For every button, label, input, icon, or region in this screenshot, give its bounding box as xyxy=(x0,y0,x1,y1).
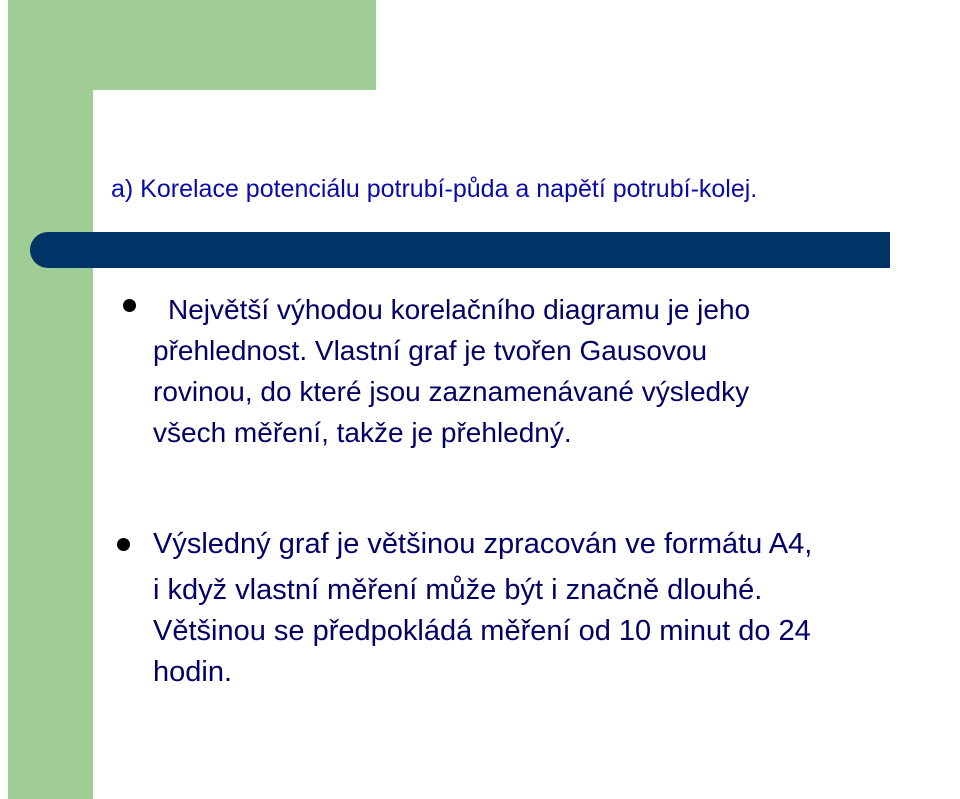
slide-title: a) Korelace potenciálu potrubí-půda a napětí potrubí-kolej. xyxy=(111,175,758,203)
paragraph-line: Největší výhodou korelačního diagramu je jeho xyxy=(168,294,751,325)
decorative-sidebar xyxy=(8,0,93,799)
bullet-paragraph-1 xyxy=(153,289,750,453)
paragraph-line: rovinou, do které jsou zaznamenávané výsledky xyxy=(153,376,750,407)
paragraph-line: Většinou se předpokládá měření od 10 minut do 24 xyxy=(153,615,811,647)
paragraph-line: přehlednost. Vlastní graf je tvořen Gausovou xyxy=(153,335,708,366)
paragraph-line: hodin. xyxy=(153,656,233,688)
paragraph-line: i když vlastní měření může být i značně dlouhé. xyxy=(153,574,763,606)
bullet-dot-icon xyxy=(117,538,130,551)
decorative-rounded-corner xyxy=(93,90,183,180)
bullet-paragraph-2 xyxy=(153,570,811,693)
header-divider-bar xyxy=(30,232,890,268)
paragraph-line: Výsledný graf je většinou zpracován ve formátu A4, xyxy=(153,528,813,560)
decorative-top-band xyxy=(8,0,376,90)
bullet-dot-icon xyxy=(123,299,136,312)
paragraph-line: všech měření, takže je přehledný. xyxy=(153,417,572,448)
bullet-paragraph-2-first-line xyxy=(153,524,812,564)
